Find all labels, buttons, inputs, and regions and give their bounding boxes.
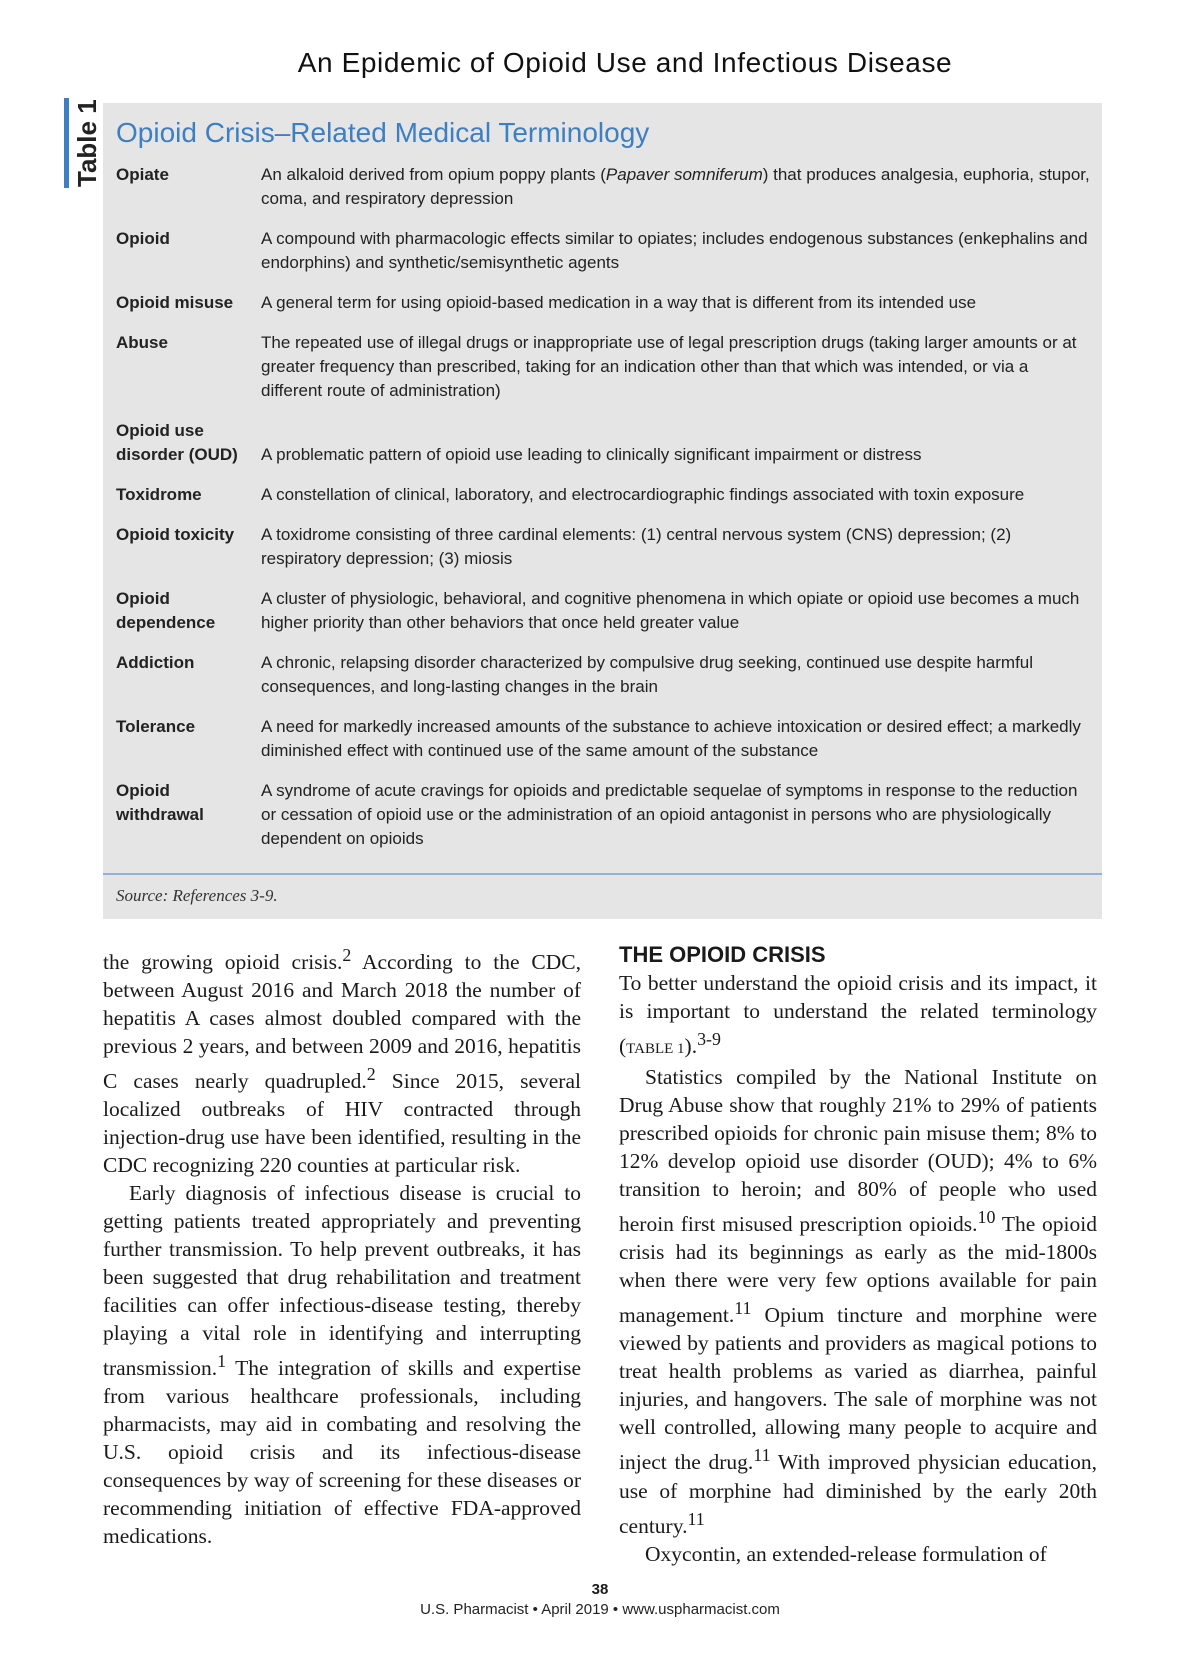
term-row bbox=[116, 523, 1091, 571]
paragraph-text: According to the CDC, between August 2016 and March 2018 the number of hepatitis A cases almost doubled compared with the previous 2 years, and between 2009 and 2016, hepatitis C cases nearly quadrupled. bbox=[103, 950, 581, 1094]
term: Opioid toxicity bbox=[116, 525, 235, 544]
term-row bbox=[116, 651, 1091, 699]
term-list bbox=[116, 163, 1091, 867]
paragraph-text: Opium tincture and morphine were viewed by patients and providers as magical potions to treat health problems as varied as diarrhea, painful injuries, and hangovers. The sale of morphine was not well controlled, allowing many people to acquire and inject the drug. bbox=[619, 1303, 1097, 1475]
page-number: 38 bbox=[591, 1581, 609, 1598]
paragraph-text: The integration of skills and expertise from various healthcare professionals, including pharmacists, may aid in combating and resolving the U.S. opioid crisis and its infectious-disease consequences by way of screening for these diseases or recommending initiation of effective FDA-approved medications. bbox=[103, 1356, 581, 1549]
left-column bbox=[103, 941, 581, 1550]
table-tab-label: Table 1 bbox=[72, 99, 102, 187]
table-source: Source: References 3-9. bbox=[116, 886, 278, 905]
definition-text: ) that produces analgesia, euphoria, stupor, coma, and respiratory depression bbox=[261, 165, 1090, 208]
term-row bbox=[116, 163, 1091, 211]
right-column bbox=[619, 941, 1097, 1568]
citation: 11 bbox=[687, 1508, 705, 1529]
term: Addiction bbox=[116, 653, 195, 672]
paragraph-text: ). bbox=[684, 1034, 698, 1059]
paragraph bbox=[619, 969, 1097, 1063]
term: Opioid withdrawal bbox=[116, 781, 204, 824]
citation: 3-9 bbox=[697, 1029, 721, 1049]
definition bbox=[261, 163, 1091, 211]
citation: 10 bbox=[977, 1207, 996, 1228]
definition: A compound with pharmacologic effects similar to opiates; includes endogenous substances (enkephalins and endorphins) and synthetic/semisynthetic agents bbox=[261, 229, 1088, 272]
paragraph bbox=[619, 1063, 1097, 1540]
term: Opioid bbox=[116, 229, 170, 248]
definition: A need for markedly increased amounts of the substance to achieve intoxication or desired effect; a markedly diminished effect with continued use of the same amount of the substance bbox=[261, 717, 1081, 760]
definition: A problematic pattern of opioid use leading to clinically significant impairment or distress bbox=[261, 445, 922, 464]
table-tab-accent-bar bbox=[64, 98, 69, 188]
definition: A toxidrome consisting of three cardinal elements: (1) central nervous system (CNS) depression; (2) respiratory depression; (3) miosis bbox=[261, 525, 1012, 568]
citation: 11 bbox=[734, 1298, 752, 1319]
term-row bbox=[116, 227, 1091, 275]
paragraph-text: To better understand the opioid crisis and its impact, it is important to understand the related terminology ( bbox=[619, 971, 1097, 1059]
definition: A cluster of physiologic, behavioral, and cognitive phenomena in which opiate or opioid use becomes a much higher priority than other behaviors that once held greater value bbox=[261, 589, 1080, 632]
table-title: Opioid Crisis–Related Medical Terminology bbox=[116, 117, 650, 148]
term: Abuse bbox=[116, 333, 168, 352]
definition-text: An alkaloid derived from opium poppy plants ( bbox=[261, 165, 606, 184]
publication-footer: U.S. Pharmacist • April 2019 • www.uspharmacist.com bbox=[420, 1601, 780, 1618]
terminology-table bbox=[103, 103, 1102, 919]
term: Opioid misuse bbox=[116, 293, 234, 312]
term-row bbox=[116, 291, 1091, 315]
citation: 2 bbox=[342, 945, 352, 965]
definition: A syndrome of acute cravings for opioids and predictable sequelae of symptoms in response to the reduction or cessation of opioid use or the administration of an opioid antagonist in persons who are physiologically dependent on opioids bbox=[261, 781, 1078, 848]
paragraph bbox=[103, 941, 581, 1179]
running-head: An Epidemic of Opioid Use and Infectious Disease bbox=[297, 47, 953, 78]
paragraph-text: the growing opioid crisis. bbox=[103, 950, 343, 975]
table-tab bbox=[64, 98, 104, 188]
paragraph bbox=[103, 1179, 581, 1550]
paragraph-text: The opioid crisis had its beginnings as early as the mid-1800s when there were very few options available for pain management. bbox=[619, 1212, 1097, 1328]
term: Opiate bbox=[116, 165, 169, 184]
paragraph-text: Statistics compiled by the National Institute on Drug Abuse show that roughly 21% to 29% of patients prescribed opioids for chronic pain misuse them; 8% to 12% develop opioid use disorder (OUD); 4% to 6% transition to heroin; and 80% of people who used heroin first misused prescription opioids. bbox=[619, 1065, 1097, 1237]
term-row bbox=[116, 419, 1091, 467]
paragraph-text: Early diagnosis of infectious disease is crucial to getting patients treated appropriately and preventing further transmission. To help prevent outbreaks, it has been suggested that drug rehabilitation and treatment facilities can offer infectious-disease testing, thereby playing a vital role in identifying and interrupting transmission. bbox=[103, 1181, 581, 1381]
definition-italic: Papaver somniferum bbox=[605, 165, 763, 184]
term: Opioid dependence bbox=[116, 589, 216, 632]
table-divider bbox=[103, 873, 1102, 875]
term-row bbox=[116, 715, 1091, 763]
citation: 11 bbox=[753, 1445, 771, 1466]
citation: 2 bbox=[366, 1064, 376, 1085]
definition: The repeated use of illegal drugs or inappropriate use of legal prescription drugs (taking larger amounts or at greater frequency than prescribed, taking for an indication other than that which was intended, or via a different route of administration) bbox=[261, 333, 1077, 400]
term: Opioid use disorder (OUD) bbox=[116, 421, 238, 464]
term: Tolerance bbox=[116, 717, 196, 736]
definition: A general term for using opioid-based medication in a way that is different from its intended use bbox=[261, 293, 977, 312]
paragraph-text: Since 2015, several localized outbreaks of HIV contracted through injection-drug use have been identified, resulting in the CDC recognizing 220 counties at particular risk. bbox=[103, 1069, 581, 1178]
term-row bbox=[116, 587, 1091, 635]
definition: A constellation of clinical, laboratory, and electrocardiographic findings associated with toxin exposure bbox=[261, 485, 1025, 504]
term-row bbox=[116, 483, 1091, 507]
term-row bbox=[116, 779, 1091, 851]
term-row bbox=[116, 331, 1091, 403]
paragraph-text: With improved physician education, use of morphine had diminished by the early 20th century. bbox=[619, 1450, 1097, 1538]
paragraph: Oxycontin, an extended-release formulation of bbox=[645, 1541, 1047, 1566]
definition: A chronic, relapsing disorder characterized by compulsive drug seeking, continued use despite harmful consequences, and long-lasting changes in the brain bbox=[261, 653, 1034, 696]
section-heading: THE OPIOID CRISIS bbox=[619, 942, 826, 967]
term: Toxidrome bbox=[116, 485, 202, 504]
citation: 1 bbox=[217, 1351, 227, 1372]
table-reference: TABLE 1 bbox=[626, 1041, 685, 1058]
